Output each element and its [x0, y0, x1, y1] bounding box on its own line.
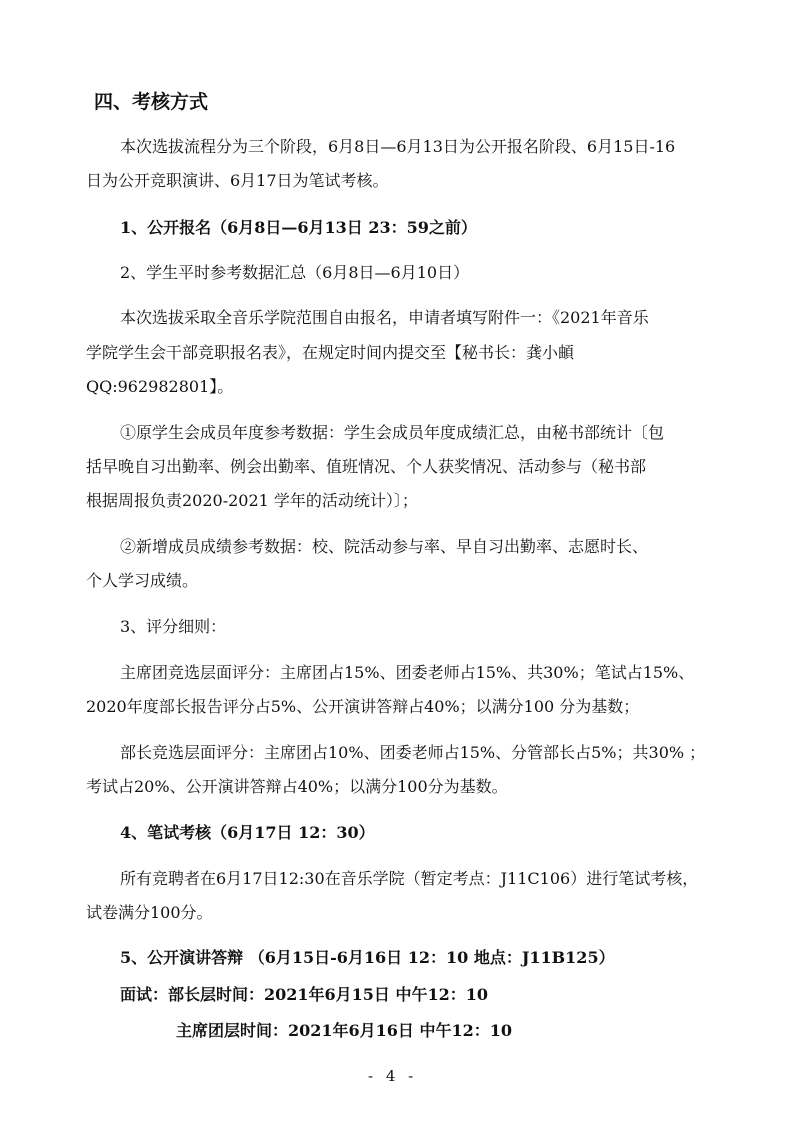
exam-line-1: 所有竞聘者在6月17日12:30在音乐学院（暂定考点：J11C106）进行笔试考核， — [120, 869, 699, 888]
exam-line-2: 试卷满分100分。 — [86, 903, 213, 922]
page-number: - 4 - — [368, 1067, 418, 1085]
apply-line-3: QQ:962982801】。 — [86, 377, 234, 396]
data-new-line-1: ②新增成员成绩参考数据：校、院活动参与率、早自习出勤率、志愿时长、 — [120, 537, 649, 556]
section-title: 四、考核方式 — [94, 91, 209, 113]
interview-line-1: 面试：部长层时间：2021年6月15日 中午12：10 — [120, 985, 489, 1004]
interview-line-2: 主席团层时间：2021年6月16日 中午12：10 — [176, 1021, 513, 1040]
intro-line-1: 本次选拔流程分为三个阶段，6月8日—6月13日为公开报名阶段、6月15日-16 — [120, 137, 676, 156]
apply-line-1: 本次选拔采取全音乐学院范围自由报名，申请者填写附件一：《2021年音乐 — [120, 308, 649, 327]
intro-line-2: 日为公开竞职演讲、6月17日为笔试考核。 — [86, 171, 389, 190]
item-1-heading: 1、公开报名（6月8日—6月13日 23：59之前） — [120, 218, 477, 237]
data-old-line-2: 括早晚自习出勤率、例会出勤率、值班情况、个人获奖情况、活动参与（秘书部 — [86, 457, 647, 476]
data-old-line-3: 根据周报负责2020-2021 学年的活动统计）〕； — [86, 491, 418, 510]
item-2-heading: 2、学生平时参考数据汇总（6月8日—6月10日） — [120, 263, 470, 282]
minister-line-1: 部长竞选层面评分：主席团占10%、团委老师占15%、分管部长占5%；共30% ； — [120, 743, 706, 762]
chair-line-2: 2020年度部长报告评分占5%、公开演讲答辩占40%；以满分100 分为基数； — [86, 697, 640, 716]
item-3-heading: 3、评分细则： — [120, 617, 227, 636]
data-new-line-2: 个人学习成绩。 — [86, 571, 199, 590]
item-5-heading: 5、公开演讲答辩 （6月15日-6月16日 12：10 地点：J11B125） — [120, 948, 615, 967]
apply-line-2: 学院学生会干部竞职报名表》，在规定时间内提交至【秘书长：龚小頔 — [86, 343, 575, 362]
item-4-heading: 4、笔试考核（6月17日 12：30） — [120, 823, 375, 842]
chair-line-1: 主席团竞选层面评分：主席团占15%、团委老师占15%、共30%；笔试占15%、 — [120, 663, 695, 682]
minister-line-2: 考试占20%、公开演讲答辩占40%；以满分100分为基数。 — [86, 777, 508, 796]
data-old-line-1: ①原学生会成员年度参考数据：学生会成员年度成绩汇总，由秘书部统计〔包 — [120, 423, 665, 442]
